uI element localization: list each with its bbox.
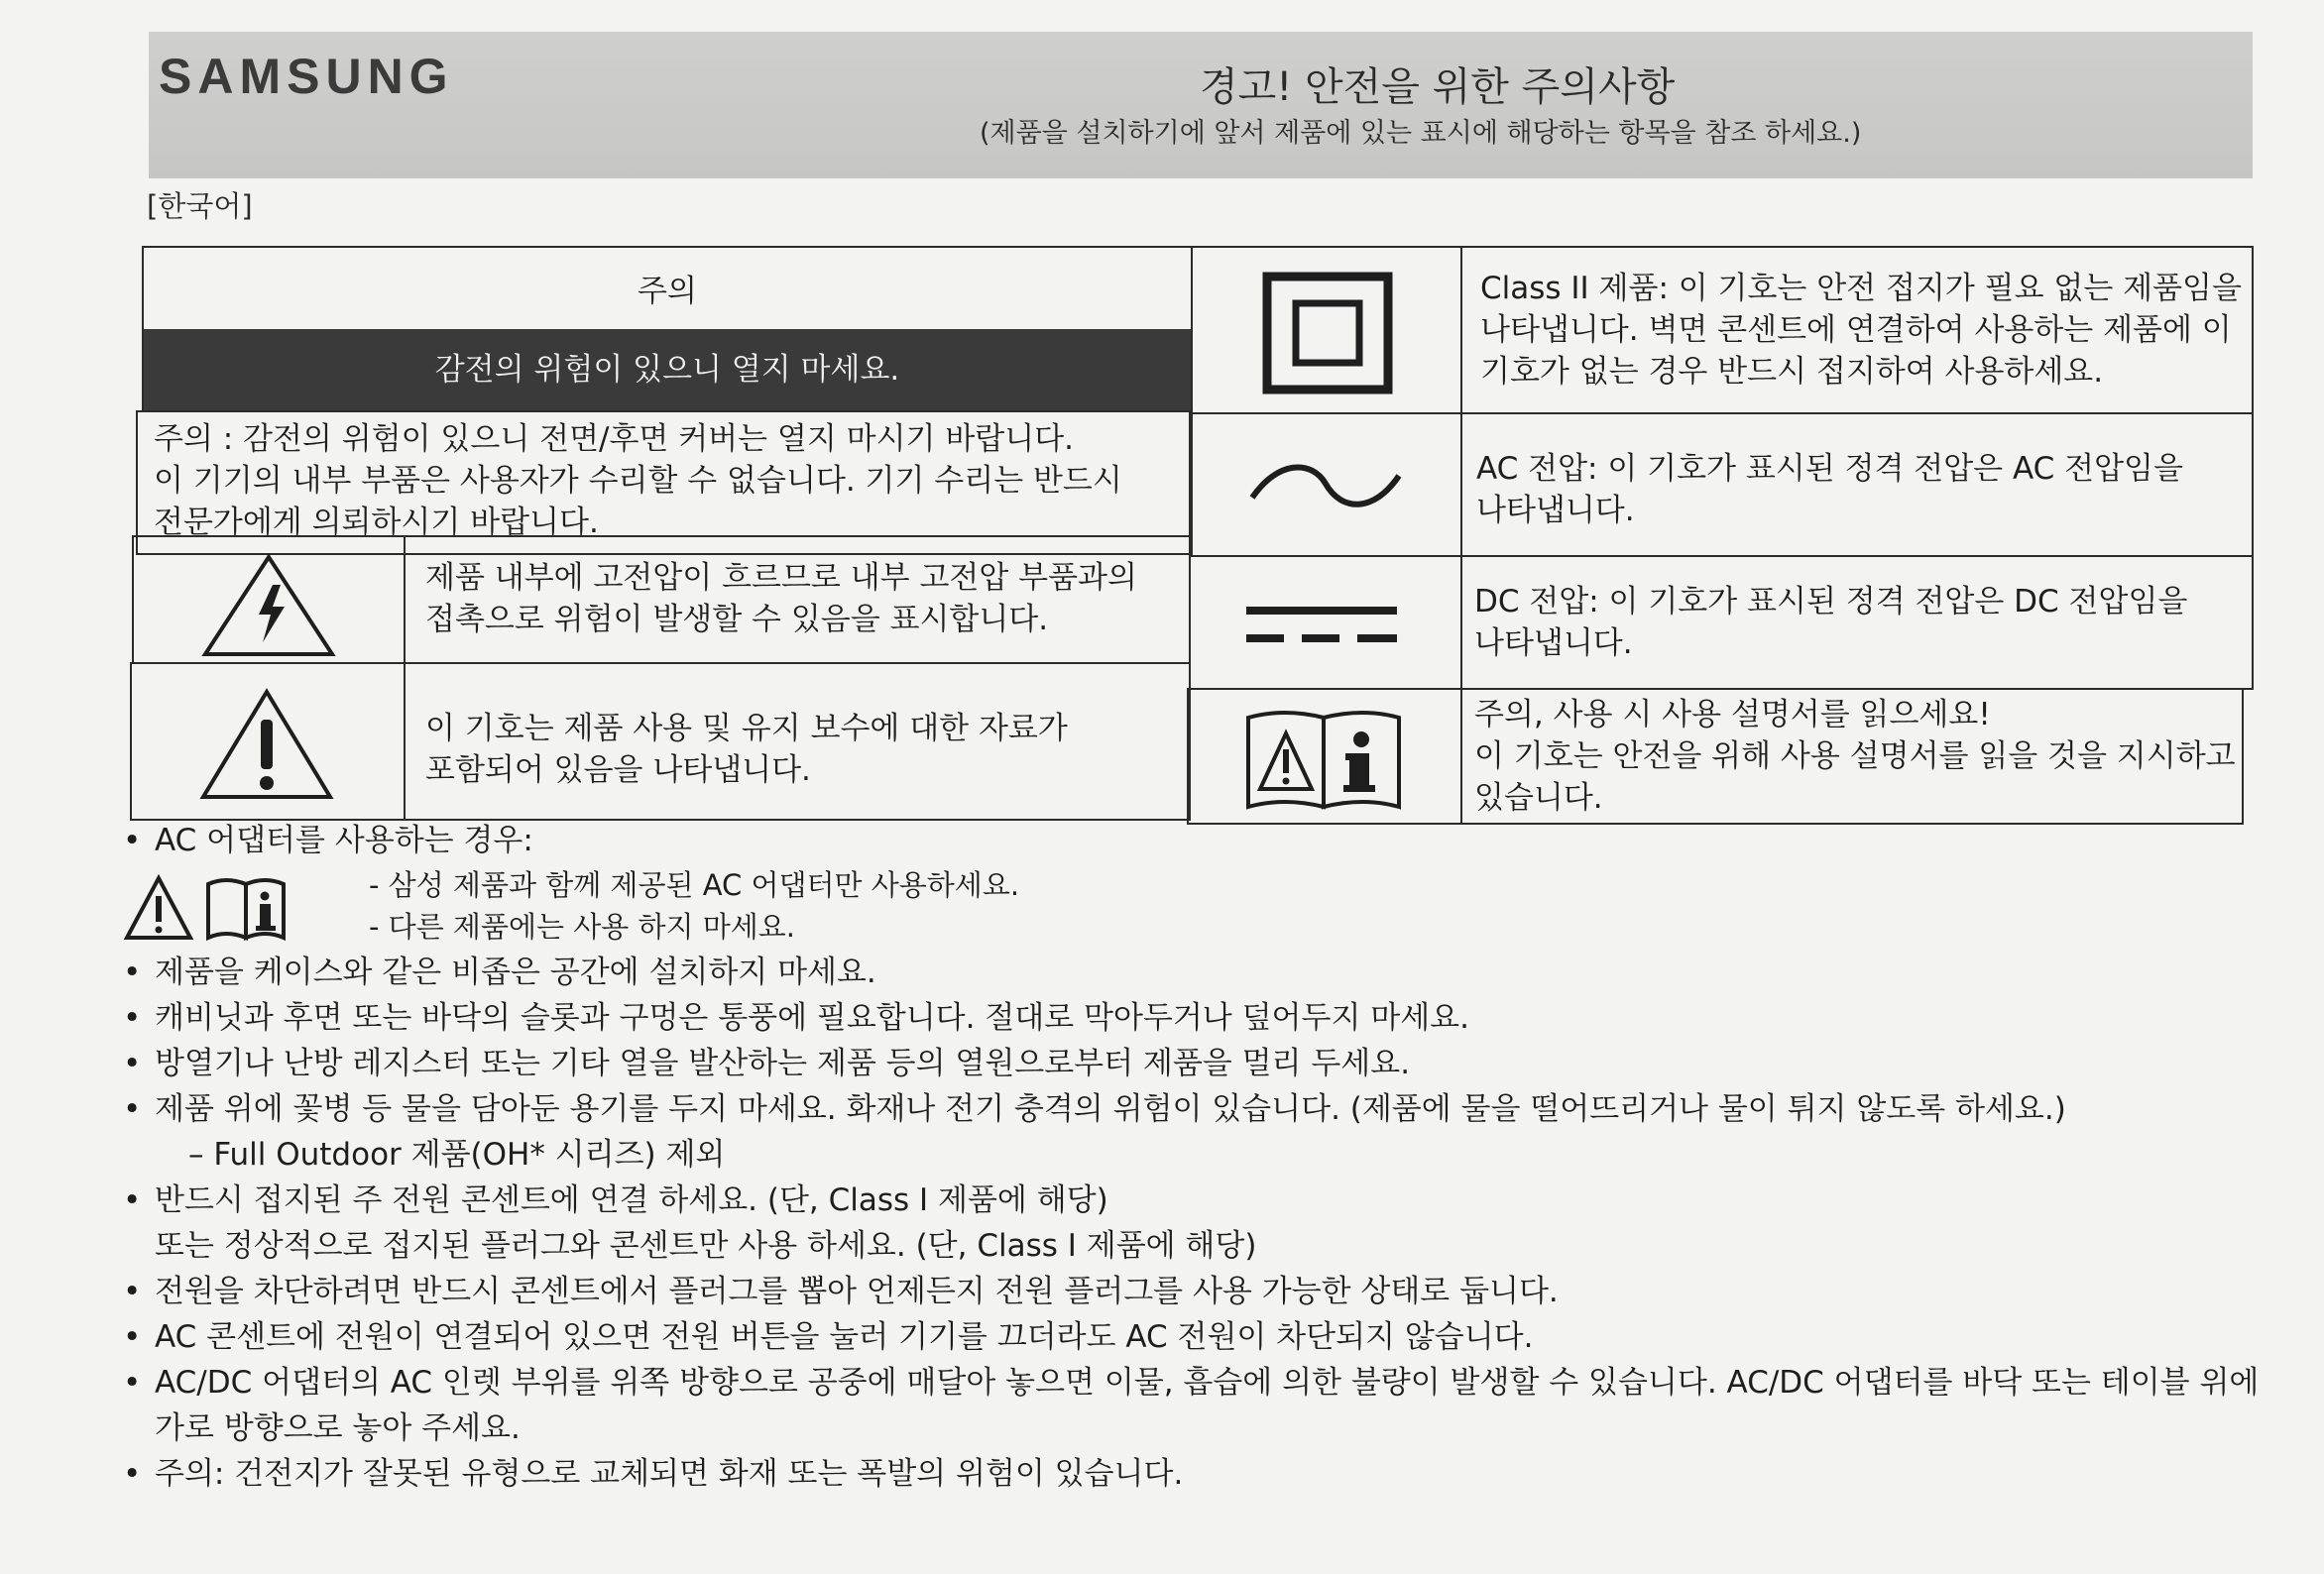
adapter-heading: • AC 어댑터를 사용하는 경우: xyxy=(117,819,533,862)
page-title: 경고! 안전을 위한 주의사항 xyxy=(1200,64,1676,110)
ac-icon-cell xyxy=(1189,412,1462,557)
manual-text-cell xyxy=(1460,688,2244,825)
row-text-line: Class II 제품: 이 기호는 안전 접지가 필요 없는 제품임을 xyxy=(1480,271,2242,306)
adapter-item: - 다른 제품에는 사용 하지 마세요. xyxy=(369,910,795,944)
left-row-exclamation-text-cell xyxy=(404,662,1191,821)
left-row-exclamation-icon-cell xyxy=(130,662,406,821)
high-voltage-text xyxy=(425,557,1137,640)
caution-banner: 감전의 위험이 있으니 열지 마세요. xyxy=(144,329,1191,410)
row-text-line: 접촉으로 위험이 발생할 수 있음을 표시합니다. xyxy=(425,602,1049,637)
row-text-line: AC 전압: 이 기호가 표시된 정격 전압은 AC 전압임을 xyxy=(1476,451,2183,487)
row-text-line: 기호가 없는 경우 반드시 접지하여 사용하세요. xyxy=(1480,354,2104,390)
class-ii-double-square-icon xyxy=(1262,272,1393,394)
row-text-line: DC 전압: 이 기호가 표시된 정격 전압은 DC 전압임을 xyxy=(1474,584,2188,619)
class-ii-text-cell xyxy=(1460,246,2254,414)
row-text-line: 포함되어 있음을 나타냅니다. xyxy=(425,752,811,788)
caution-box xyxy=(142,246,1193,412)
dc-icon-cell xyxy=(1189,555,1462,690)
bullet-item: • AC 콘센트에 전원이 연결되어 있으면 전원 버튼을 눌러 기기를 끄더라도 AC 전원이 차단되지 않습니다. xyxy=(117,1314,2278,1360)
adapter-section xyxy=(117,819,533,862)
dc-voltage-icon xyxy=(1244,601,1399,650)
adapter-warning-manual-icons xyxy=(123,872,290,944)
bullet-item: • 주의: 건전지가 잘못된 유형으로 교체되면 화재 또는 폭발의 위험이 있습니다. xyxy=(117,1451,2278,1497)
caution-body xyxy=(154,418,1122,543)
bullet-item: • 반드시 접지된 주 전원 콘센트에 연결 하세요. (단, Class I 제품에 해당) xyxy=(117,1178,2278,1223)
high-voltage-warning-icon xyxy=(199,551,338,660)
read-manual-icon xyxy=(1244,708,1403,811)
caution-body-line: 주의 : 감전의 위험이 있으니 전면/후면 커버는 열지 마시기 바랍니다. xyxy=(154,421,1074,457)
bullet-subitem: 가로 방향으로 놓아 주세요. xyxy=(155,1410,521,1446)
row-text-line: 나타냅니다. xyxy=(1474,625,1633,661)
row-text-line: 나타냅니다. 벽면 콘센트에 연결하여 사용하는 제품에 이 xyxy=(1480,312,2232,348)
caution-body-cell xyxy=(136,410,1193,555)
exclamation-text xyxy=(425,708,1068,791)
language-label: [한국어] xyxy=(147,189,253,223)
left-row-high-voltage-icon-cell xyxy=(132,535,406,664)
bullet-item: • 전원을 차단하려면 반드시 콘센트에서 플러그를 뽑아 언제든지 전원 플러그를 사용 가능한 상태로 둡니다. xyxy=(117,1269,2278,1314)
adapter-item: - 삼성 제품과 함께 제공된 AC 어댑터만 사용하세요. xyxy=(369,868,1020,902)
bullet-item: • AC/DC 어댑터의 AC 인렛 부위를 위쪽 방향으로 공중에 매달아 놓으면 이물, 흡습에 의한 불량이 발생할 수 있습니다. AC/DC 어댑터를 바닥 또는 테이블 위에 xyxy=(117,1360,2278,1405)
caution-title: 주의 xyxy=(638,274,697,309)
caution-body-line: 전문가에게 의뢰하시기 바랍니다. xyxy=(154,505,599,540)
ac-text-cell xyxy=(1460,412,2254,557)
row-text-line: 나타냅니다. xyxy=(1476,493,1635,528)
row-text-line: 주의, 사용 시 사용 설명서를 읽으세요! xyxy=(1474,697,1991,732)
dc-text-cell xyxy=(1460,555,2254,690)
exclamation-warning-icon xyxy=(197,686,336,803)
safety-bullet-list xyxy=(117,950,2278,1497)
row-text-line: 제품 내부에 고전압이 흐르므로 내부 고전압 부품과의 xyxy=(425,560,1137,596)
row-text-line: 이 기호는 안전을 위해 사용 설명서를 읽을 것을 지시하고 xyxy=(1474,738,2236,774)
bullet-subitem: – Full Outdoor 제품(OH* 시리즈) 제외 xyxy=(188,1137,726,1173)
caution-body-line: 이 기기의 내부 부품은 사용자가 수리할 수 없습니다. 기기 수리는 반드시 xyxy=(154,463,1122,499)
manual-icon-cell xyxy=(1187,688,1462,825)
bullet-subitem: 또는 정상적으로 접지된 플러그와 콘센트만 사용 하세요. (단, Class I 제품에 해당) xyxy=(155,1228,1257,1264)
class-ii-icon-cell xyxy=(1191,246,1462,414)
class-ii-text xyxy=(1480,268,2242,393)
ac-text xyxy=(1476,448,2183,531)
dc-text xyxy=(1474,581,2187,664)
ac-voltage-tilde-icon xyxy=(1246,454,1405,519)
bullet-item: • 캐비닛과 후면 또는 바닥의 슬롯과 구멍은 통풍에 필요합니다. 절대로 막아두거나 덮어두지 마세요. xyxy=(117,995,2278,1041)
left-row-high-voltage-text-cell xyxy=(404,535,1191,664)
manual-text xyxy=(1474,694,2236,819)
bullet-item: • 제품을 케이스와 같은 비좁은 공간에 설치하지 마세요. xyxy=(117,950,2278,995)
row-text-line: 있습니다. xyxy=(1474,780,1603,816)
page-subtitle: (제품을 설치하기에 앞서 제품에 있는 표시에 해당하는 항목을 참조 하세요.) xyxy=(980,118,1862,149)
bullet-item: • 제품 위에 꽃병 등 물을 담아둔 용기를 두지 마세요. 화재나 전기 충격의 위험이 있습니다. (제품에 물을 떨어뜨리거나 물이 튀지 않도록 하세요.) xyxy=(117,1086,2278,1132)
header-band xyxy=(149,32,2253,178)
samsung-logo: SAMSUNG xyxy=(159,49,454,104)
row-text-line: 이 기호는 제품 사용 및 유지 보수에 대한 자료가 xyxy=(425,711,1068,746)
adapter-items xyxy=(369,864,1019,948)
bullet-item: • 방열기나 난방 레지스터 또는 기타 열을 발산하는 제품 등의 열원으로부터 제품을 멀리 두세요. xyxy=(117,1041,2278,1086)
